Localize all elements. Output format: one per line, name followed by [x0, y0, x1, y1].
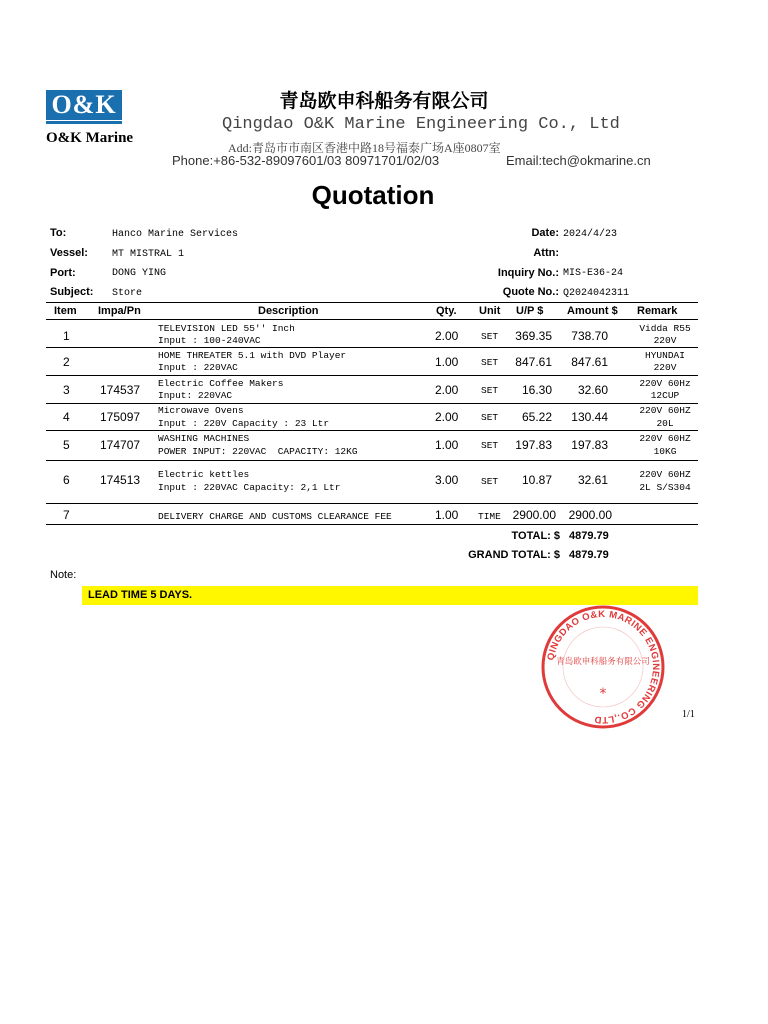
date-label: Date:	[531, 227, 559, 239]
row-divider	[46, 403, 698, 404]
row-impa: 174537	[100, 383, 141, 397]
port-label: Port:	[50, 267, 76, 279]
row-unit-price: 197.83	[515, 438, 552, 452]
row-divider	[46, 460, 698, 461]
col-unit-price: U/P $	[516, 305, 544, 317]
row-desc-line2: Input: 220VAC	[158, 390, 233, 401]
row-unit: SET	[481, 476, 499, 487]
row-qty: 2.00	[435, 383, 459, 397]
row-item: 2	[63, 355, 70, 369]
row-desc-line1: Electric kettles	[158, 469, 250, 480]
row-divider	[46, 430, 698, 431]
inquiry-label: Inquiry No.:	[497, 267, 559, 279]
stamp-text: QINGDAO O&K MARINE ENGINEERING CO.,LTD	[545, 608, 662, 726]
col-remark: Remark	[637, 305, 678, 317]
subject-value: Store	[112, 288, 143, 299]
col-item: Item	[54, 305, 77, 317]
row-item: 4	[63, 410, 70, 424]
row-unit-price: 10.87	[521, 473, 552, 487]
table-top-rule	[46, 302, 698, 303]
row-desc-line2: Input : 220V Capacity : 23 Ltr	[158, 418, 330, 429]
stamp-star-icon: *	[599, 686, 607, 702]
row-remark-line2: 12CUP	[650, 390, 680, 401]
row-desc-line1: Microwave Ovens	[158, 405, 244, 416]
row-item: 7	[63, 508, 70, 522]
grand-total-label: GRAND TOTAL: $	[468, 549, 560, 561]
vessel-label: Vessel:	[50, 247, 88, 259]
company-email: Email:tech@okmarine.cn	[506, 153, 651, 168]
row-qty: 2.00	[435, 410, 459, 424]
row-unit-price: 16.30	[521, 383, 552, 397]
page-number: 1/1	[682, 709, 695, 720]
quote-label: Quote No.:	[502, 286, 559, 298]
table-header-rule	[46, 319, 698, 320]
to-value: Hanco Marine Services	[112, 229, 239, 240]
row-desc-line1: Electric Coffee Makers	[158, 378, 284, 389]
row-unit: SET	[481, 440, 499, 451]
col-qty: Qty.	[436, 305, 457, 317]
document-title: Quotation	[311, 180, 435, 210]
attn-label: Attn:	[533, 247, 559, 259]
row-remark-line1: 220V 60HZ	[639, 469, 691, 480]
subject-label: Subject:	[50, 286, 94, 298]
logo-divider	[46, 121, 122, 124]
col-unit: Unit	[479, 305, 501, 317]
row-amount: 847.61	[571, 355, 608, 369]
row-item: 5	[63, 438, 70, 452]
row-item: 1	[63, 329, 70, 343]
row-remark-line2: 10KG	[653, 446, 677, 457]
row-unit-price: 2900.00	[512, 508, 556, 522]
row-impa: 174707	[100, 438, 141, 452]
row-item: 6	[63, 473, 70, 487]
row-remark-line2: 220V	[653, 362, 677, 373]
company-name-en: Qingdao O&K Marine Engineering Co., Ltd	[222, 115, 620, 134]
row-remark-line2: 220V	[653, 335, 677, 346]
row-divider	[46, 503, 698, 504]
table-bottom-rule	[46, 524, 698, 525]
row-qty: 1.00	[435, 438, 459, 452]
row-remark-line1: 220V 60HZ	[639, 433, 691, 444]
row-desc-line1: HOME THREATER 5.1 with DVD Player	[158, 350, 347, 361]
date-value: 2024/4/23	[563, 229, 618, 240]
inquiry-value: MIS-E36-24	[563, 268, 624, 279]
col-description: Description	[258, 305, 319, 317]
company-name-cn: 青岛欧申科船务有限公司	[279, 90, 489, 112]
row-unit: SET	[481, 331, 499, 342]
row-unit-price: 847.61	[515, 355, 552, 369]
row-divider	[46, 347, 698, 348]
row-qty: 2.00	[435, 329, 459, 343]
row-item: 3	[63, 383, 70, 397]
col-impa: Impa/Pn	[98, 305, 141, 317]
row-remark-line2: 2L S/S304	[639, 482, 691, 493]
lead-time-banner	[82, 586, 698, 605]
row-qty: 3.00	[435, 473, 459, 487]
row-unit: SET	[481, 412, 499, 423]
row-impa: 174513	[100, 473, 141, 487]
company-logo: O&K	[46, 90, 122, 120]
row-amount: 130.44	[571, 410, 608, 424]
row-remark-line1: Vidda R55	[639, 323, 691, 334]
col-amount: Amount $	[567, 305, 618, 317]
note-label: Note:	[50, 569, 77, 581]
row-divider	[46, 375, 698, 376]
row-amount: 197.83	[571, 438, 608, 452]
row-impa: 175097	[100, 410, 141, 424]
row-desc-line2: Input : 220VAC Capacity: 2,1 Ltr	[158, 482, 341, 493]
stamp-cn-text: 青岛欧申科船务有限公司	[556, 657, 650, 667]
row-remark-line1: 220V 60HZ	[639, 405, 691, 416]
company-address: Add:青岛市市南区香港中路18号福泰广场A座0807室	[228, 141, 501, 155]
row-amount: 32.60	[577, 383, 608, 397]
company-phone: Phone:+86-532-89097601/03 80971701/02/03	[172, 153, 440, 168]
row-desc-line2: Input : 100-240VAC	[158, 335, 261, 346]
to-label: To:	[50, 227, 67, 239]
row-desc-line2: Input : 220VAC	[158, 362, 238, 373]
row-desc-line1: WASHING MACHINES	[158, 433, 250, 444]
row-desc-line2: POWER INPUT: 220VAC CAPACITY: 12KG	[158, 446, 358, 457]
row-unit-price: 65.22	[521, 410, 552, 424]
row-remark-line2: 20L	[656, 418, 674, 429]
lead-time-text: LEAD TIME 5 DAYS.	[88, 589, 193, 601]
row-unit: SET	[481, 357, 499, 368]
row-qty: 1.00	[435, 508, 459, 522]
row-remark-line1: HYUNDAI	[645, 350, 685, 361]
row-amount: 32.61	[577, 473, 608, 487]
vessel-value: MT MISTRAL 1	[112, 249, 185, 260]
company-logo-subtitle: O&K Marine	[46, 130, 134, 146]
row-amount: 738.70	[571, 329, 608, 343]
row-unit: SET	[481, 385, 499, 396]
row-qty: 1.00	[435, 355, 459, 369]
row-unit: TIME	[478, 511, 501, 522]
row-amount: 2900.00	[568, 508, 612, 522]
quote-value: Q2024042311	[563, 288, 630, 299]
row-desc-line1: TELEVISION LED 55'' Inch	[158, 323, 295, 334]
grand-total-value: 4879.79	[569, 549, 609, 561]
row-unit-price: 369.35	[515, 329, 552, 343]
row-desc-line1: DELIVERY CHARGE AND CUSTOMS CLEARANCE FEE	[158, 511, 392, 522]
row-remark-line1: 220V 60Hz	[639, 378, 691, 389]
total-value: 4879.79	[569, 530, 609, 542]
company-seal-stamp	[540, 604, 666, 730]
total-label: TOTAL: $	[511, 530, 560, 542]
port-value: DONG YING	[112, 268, 167, 279]
